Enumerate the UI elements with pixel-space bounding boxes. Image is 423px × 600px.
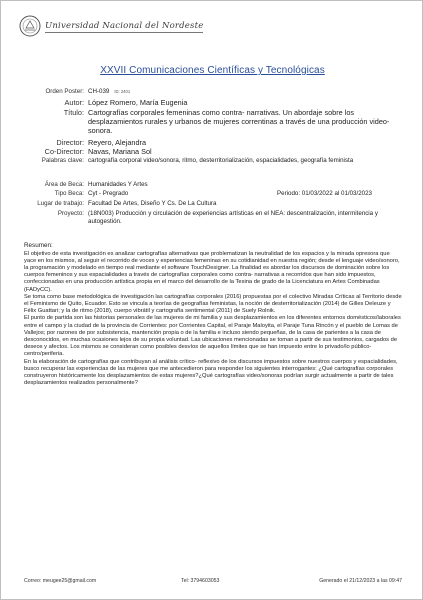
field-label: Autor: xyxy=(64,98,84,107)
field-label: Lugar de trabajo: xyxy=(37,200,84,207)
resumen-paragraph: El objetivo de esta investigación es analizar cartografías alternativas que problematizan la neutralidad de los espacios y la mirada opresora que yace en los mismos, al seguir el recorrido de voces y experiencias femeninas en su cotidianidad en nuestra región; desde el lenguaje video/sonoro, la programación y modelado en tiempo real mediante el software TouchDesigner. La finalidad es abordar los discursos de dominación sobre los cuerpos femeninos y sus espacialidades a través de cartografías corporales como contra- narrativas a recorridos que han sido impuestos, confeccionadas en una producción artística propia en el marco del desarrollo de la Tesina de grado de la Licenciatura en Artes Combinadas (FADyCC). xyxy=(24,250,400,293)
resumen-body xyxy=(24,251,402,388)
field-label: Título: xyxy=(63,108,84,117)
university-logo xyxy=(19,15,219,45)
university-name: Universidad Nacional del Nordeste xyxy=(45,21,204,31)
periodo-label: Periodo: xyxy=(277,190,301,197)
field-periodo xyxy=(277,190,372,198)
conference-title: XXVII Comunicaciones Científicas y Tecnológicas xyxy=(100,65,325,76)
field-value: CH-039 xyxy=(88,88,110,95)
field-value: Reyero, Alejandra xyxy=(88,138,147,147)
resumen-paragraph: Se toma como base metodológica de investigación las cartografías corporales (2016) propuestas por el colectivo Miradas Críticas al Territorio desde el Feminismo de Quito, Ecuador. Esto se vincula a teorías de geografías feministas, la noción de desterritorialización (2014) de Gilles Deleuze y Félix Guattari; y la de ritmo (2018), cuerpo vibrátil y cartografía sentimental (2011) de Suely Rolnik. xyxy=(24,293,402,315)
periodo-value: 01/03/2022 al 01/03/2023 xyxy=(301,190,372,197)
field-label: Área de Beca: xyxy=(44,181,84,188)
field-label: Director: xyxy=(56,138,84,147)
resumen-paragraph: El punto de partida son las historias personales de las mujeres de mi familia y sus desplazamientos en los diferentes entornos domésticos/laborales entre el campo y la ciudad de la provincia de Corrientes: por Corrientes Capital, el Paraje Maloyita, el Paraje Tuna Rincón y el pueblo de Lomas de Vallejos; por razones de por subsistencia, mantención propia o de la familia e incluso siendo pequeñas, de la casa de parientes a la casa de desconocidos, en muchas ocasiones lejos de su propia voluntad. Las ubicaciones mencionadas se toman a partir de sus testimonios, cargados de deseos y afectos. Los mismos se consideran como posibles desvíos de aquellos límites que se han impuesto entre lo privado/lo público- centro/periferia. xyxy=(24,315,401,358)
field-value: (18N003) Producción y circulación de experiencias artísticas en el NEA: descentralización, intermitencia y autogestión. xyxy=(88,210,378,225)
university-seal-icon xyxy=(19,15,41,37)
resumen-paragraph: En la elaboración de cartografías que contribuyan al análisis crítico- reflexivo de los discursos impuestos sobre nuestros cuerpos y espacialidades, busco recuperar las experiencias de las mujeres que me antecedieron para responder los siguientes interrogantes: ¿Qué cartografías corporales construyeron históricamente los desplazamientos de estas mujeres?¿Qué cartografías video/sonoras podrían surgir actualmente a partir de tales desplazamientos realizados personalmente? xyxy=(24,358,398,387)
field-label: Tipo Beca: xyxy=(54,190,84,197)
field-value: cartografía corporal video/sonora, ritmo, desterritorialización, espacialidades, geografía feminista xyxy=(88,157,354,164)
footer-phone: Tel: 3794603053 xyxy=(181,578,220,584)
field-value: López Romero, María Eugenia xyxy=(88,98,188,107)
field-value: Navas, Mariana Sol xyxy=(88,147,152,156)
field-label: Co-Director: xyxy=(44,147,84,156)
field-value: Humanidades Y Artes xyxy=(88,181,148,188)
field-value: Cyt - Pregrado xyxy=(88,190,129,197)
field-label: Proyecto: xyxy=(57,210,84,217)
field-label: Palabras clave: xyxy=(41,157,84,164)
footer-generated: Generado el 21/12/2023 a las 09:47 xyxy=(319,578,402,584)
field-value: Cartografías corporales femeninas como contra- narrativas. Un abordaje sobre los desplazamientos rurales y urbanos de mujeres correntinas a través de una producción video-sonora. xyxy=(88,108,390,135)
field-value: Facultad De Artes, Diseño Y Cs. De La Cultura xyxy=(88,200,217,207)
footer-email: Correo: meugee25@gmail.com xyxy=(24,578,97,584)
field-label: Orden Poster: xyxy=(45,88,84,95)
poster-id: ID: 2401 xyxy=(114,89,131,94)
resumen-title: Resumen: xyxy=(24,242,53,249)
